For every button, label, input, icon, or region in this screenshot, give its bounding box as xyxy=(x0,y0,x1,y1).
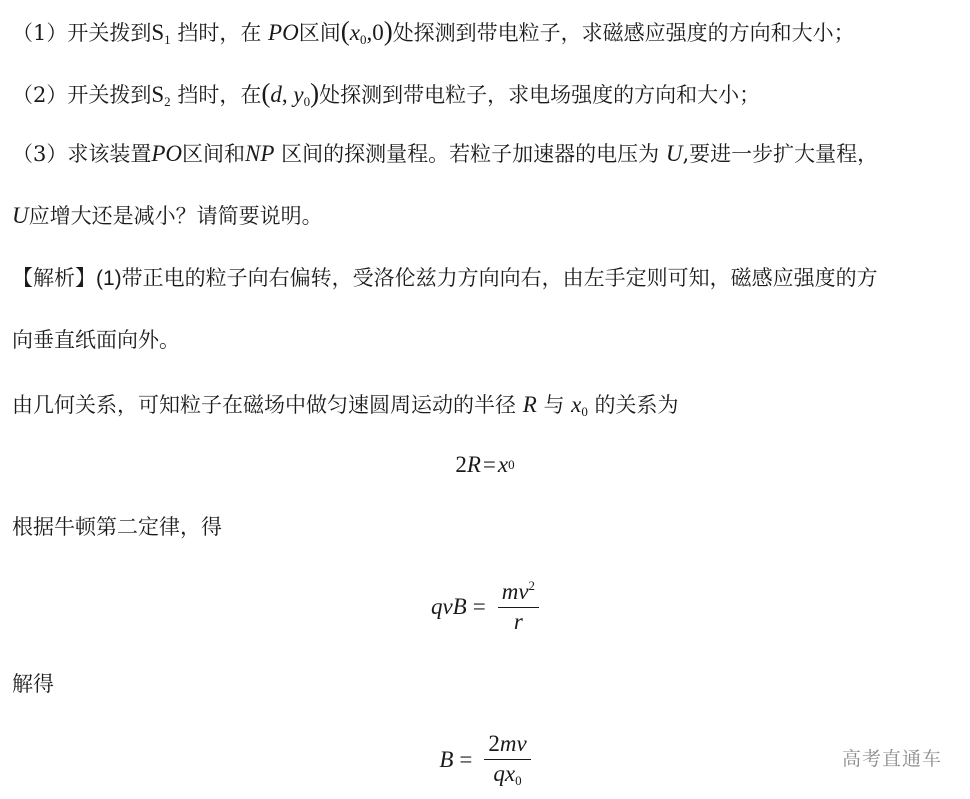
q3-mid2: 区间的探测量程。若粒子加速器的电压为 xyxy=(281,142,660,166)
watermark: 高考直通车 xyxy=(841,748,942,770)
q1-x: x xyxy=(349,20,360,45)
eq2-fraction xyxy=(498,578,539,637)
solution-line-1 xyxy=(12,268,878,289)
q1-mid1: 挡时，在 xyxy=(177,21,262,45)
solution-line-3 xyxy=(12,393,679,418)
question-1 xyxy=(12,18,855,46)
eq3-den: qx xyxy=(493,760,516,786)
q1-mid2: 区间 xyxy=(298,21,341,45)
eq3-denominator xyxy=(484,760,530,789)
eq1-rhs: x xyxy=(497,452,509,477)
eq2-num-sup: 2 xyxy=(528,578,536,593)
solution-line2-text: 向垂直纸面向外。 xyxy=(12,328,180,352)
q3-prefix: （3）求该装置 xyxy=(12,142,152,166)
q1-PO: PO xyxy=(268,20,299,45)
q2-comma: , xyxy=(281,82,294,107)
q2-paren-open: ( xyxy=(261,78,271,108)
solution-line3-a: 由几何关系，可知粒子在磁场中做匀速圆周运动的半径 xyxy=(12,393,516,417)
eq2-lhs: qvB xyxy=(430,594,467,620)
q3b-U: U xyxy=(12,203,29,228)
q1-paren-close: ) xyxy=(383,16,393,46)
q3-PO: PO xyxy=(151,141,183,166)
q1-suffix: 处探测到带电粒子，求磁感应强度的方向和大小； xyxy=(392,21,855,45)
eq2-num: mv xyxy=(501,579,529,604)
q1-paren-open: ( xyxy=(340,16,350,46)
solution-line-5 xyxy=(12,674,54,695)
eq1-sign: = xyxy=(482,452,496,477)
solution-line4-text: 根据牛顿第二定律，得 xyxy=(12,515,222,539)
solution-part: (1) xyxy=(96,267,122,290)
eq3-fraction xyxy=(484,730,530,789)
q2-paren-close: ) xyxy=(310,78,320,108)
q2-prefix: （2）开关拨到 xyxy=(12,83,152,107)
eq1-rhs-sub: 0 xyxy=(508,457,515,472)
eq3-num: mv xyxy=(499,731,527,756)
question-2 xyxy=(12,80,760,108)
solution-line1-text: 带正电的粒子向右偏转，受洛伦兹力方向向右，由左手定则可知，磁感应强度的方 xyxy=(121,266,878,290)
q1-prefix: （1）开关拨到 xyxy=(12,21,152,45)
eq1-lhs: R xyxy=(466,452,481,477)
q2-d: d xyxy=(270,82,282,107)
q1-comma-zero: ,0 xyxy=(366,20,384,45)
q3-NP: NP xyxy=(245,141,275,166)
eq3-num-2: 2 xyxy=(488,731,500,756)
solution-line-4 xyxy=(12,517,222,538)
equation-3 xyxy=(0,730,970,789)
solution-line3-b: 与 xyxy=(543,393,565,417)
eq1-lhs-2: 2 xyxy=(455,452,467,477)
solution-line3-c: 的关系为 xyxy=(594,393,679,417)
q1-switch-S: S xyxy=(151,20,165,45)
eq3-den-sub: 0 xyxy=(515,772,522,788)
solution-R: R xyxy=(522,392,537,417)
eq2-sign: = xyxy=(472,594,486,620)
q1-x-sub: 0 xyxy=(359,32,367,47)
q2-mid1: 挡时，在 xyxy=(177,83,262,107)
question-3-cont xyxy=(12,204,323,227)
eq3-numerator xyxy=(484,730,530,760)
solution-x: x xyxy=(571,392,582,417)
q3b-text: 应增大还是减小？请简要说明。 xyxy=(28,204,323,228)
solution-head: 【解析】 xyxy=(12,266,96,290)
q2-suffix: 处探测到带电粒子，求电场强度的方向和大小； xyxy=(319,83,761,107)
q2-y-sub: 0 xyxy=(303,94,311,109)
q2-switch-S: S xyxy=(151,82,165,107)
question-3 xyxy=(12,142,878,165)
eq3-sign: = xyxy=(459,746,473,772)
solution-x-sub: 0 xyxy=(581,404,588,419)
q2-y: y xyxy=(293,82,304,107)
solution-line-2 xyxy=(12,330,180,351)
equation-2 xyxy=(0,578,970,637)
eq2-numerator xyxy=(498,578,539,608)
equation-1 xyxy=(0,452,970,478)
q3-mid1: 区间和 xyxy=(182,142,246,166)
q3-U: U xyxy=(665,141,683,166)
q3-suffix: ,要进一步扩大量程， xyxy=(682,142,879,166)
q1-switch-sub: 1 xyxy=(164,32,171,47)
eq2-denominator: r xyxy=(513,608,523,634)
eq3-lhs: B xyxy=(439,746,454,772)
q2-switch-sub: 2 xyxy=(164,94,171,109)
solution-line5-text: 解得 xyxy=(12,672,54,696)
